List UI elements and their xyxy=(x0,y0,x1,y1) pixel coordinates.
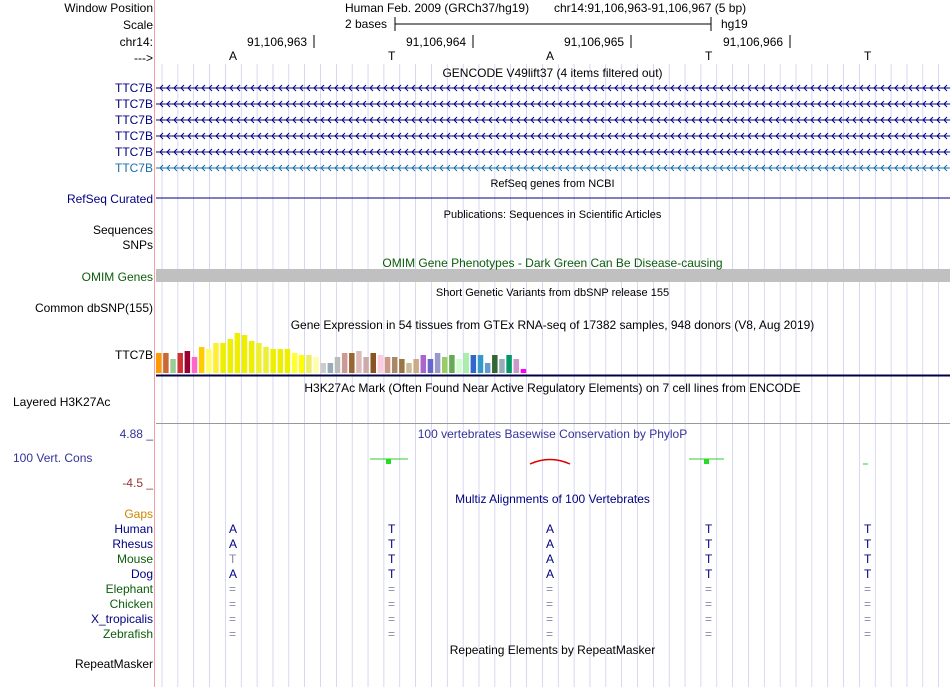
phylop-mark xyxy=(704,459,709,464)
gtex-bar xyxy=(485,363,491,373)
omim-label[interactable]: OMIM Genes xyxy=(81,270,153,284)
alignment-base: T xyxy=(705,537,713,551)
gtex-bar xyxy=(278,349,284,373)
gencode-track-title[interactable]: GENCODE V49lift37 (4 items filtered out) xyxy=(442,66,663,80)
alignment-base: = xyxy=(546,597,554,611)
gtex-bar xyxy=(456,359,462,373)
gtex-bar xyxy=(235,333,241,373)
phylop-mark xyxy=(530,460,570,465)
alignment-base: = xyxy=(229,597,237,611)
gtex-bar xyxy=(185,351,191,373)
alignment-base: = xyxy=(388,612,396,626)
gtex-bar xyxy=(506,355,512,373)
gtex-bar xyxy=(328,363,334,373)
alignment-base: A xyxy=(546,537,555,551)
alignment-base: = xyxy=(388,582,396,596)
gtex-bar xyxy=(392,357,398,373)
refseq-label[interactable]: RefSeq Curated xyxy=(66,192,153,206)
phylop-track-title[interactable]: 100 vertebrates Basewise Conservation by PhyloP xyxy=(417,427,688,441)
scale-label: Scale xyxy=(122,18,153,32)
alignment-base: = xyxy=(388,627,396,641)
species-label[interactable]: X_tropicalis xyxy=(90,612,153,626)
gtex-bar xyxy=(471,355,477,373)
gtex-bar xyxy=(514,359,520,373)
alignment-base: T xyxy=(864,522,872,536)
gencode-item-label[interactable]: TTC7B xyxy=(114,161,153,175)
alignment-base: = xyxy=(388,597,396,611)
phylop-min: -4.5 _ xyxy=(122,476,153,490)
base-1: A xyxy=(229,49,238,63)
gtex-bar xyxy=(492,355,498,373)
alignment-base: A xyxy=(546,552,555,566)
alignment-base: T xyxy=(705,567,713,581)
gtex-bar xyxy=(292,353,298,373)
alignment-base: = xyxy=(705,582,713,596)
base-2: T xyxy=(388,49,396,63)
gtex-bar xyxy=(449,355,455,373)
gtex-bar xyxy=(199,347,205,373)
gtex-label[interactable]: TTC7B xyxy=(114,348,153,362)
alignment-base: = xyxy=(705,597,713,611)
alignment-base: T xyxy=(864,552,872,566)
gtex-bar xyxy=(192,357,198,373)
scale-text: 2 bases xyxy=(345,17,388,31)
gtex-bar xyxy=(170,359,176,373)
phylop-max: 4.88 _ xyxy=(119,427,153,441)
ruler-pos-1: 91,106,963 xyxy=(247,35,308,49)
gtex-bar xyxy=(213,343,219,373)
gtex-bar xyxy=(349,353,355,373)
alignment-base: = xyxy=(546,612,554,626)
alignment-base: T xyxy=(388,552,396,566)
alignment-base: A xyxy=(229,567,238,581)
base-4: T xyxy=(705,49,713,63)
gtex-bar xyxy=(521,369,527,373)
strand-label: ---> xyxy=(134,51,153,65)
gtex-bar xyxy=(270,349,276,373)
gtex-bar xyxy=(428,359,434,373)
ruler-pos-4: 91,106,966 xyxy=(723,35,784,49)
alignment-base: = xyxy=(864,612,872,626)
position-text: chr14:91,106,963-91,106,967 (5 bp) xyxy=(554,1,747,15)
gtex-bar xyxy=(378,355,384,373)
alignment-base: = xyxy=(864,597,872,611)
gtex-bar xyxy=(363,357,369,373)
species-label[interactable]: Human xyxy=(114,522,153,536)
phylop-label[interactable]: 100 Vert. Cons xyxy=(13,451,93,465)
refseq-track-title[interactable]: RefSeq genes from NCBI xyxy=(490,178,615,190)
gencode-item-label[interactable]: TTC7B xyxy=(114,81,153,95)
gencode-item-label[interactable]: TTC7B xyxy=(114,145,153,159)
h3k27ac-track-title[interactable]: H3K27Ac Mark (Often Found Near Active Regulatory Elements) on 7 cell lines from ENCODE xyxy=(304,381,801,395)
sequences-label[interactable]: Sequences xyxy=(92,223,153,237)
chrom-label: chr14: xyxy=(119,35,153,49)
gtex-bar xyxy=(249,341,255,373)
gtex-bar xyxy=(463,353,469,373)
gtex-bar xyxy=(385,357,391,373)
alignment-base: T xyxy=(864,537,872,551)
alignment-base: = xyxy=(229,582,237,596)
alignment-base: T xyxy=(388,567,396,581)
alignment-base: = xyxy=(864,627,872,641)
gaps-label[interactable]: Gaps xyxy=(124,507,153,521)
alignment-base: = xyxy=(705,612,713,626)
gtex-bar xyxy=(156,353,162,373)
alignment-base: T xyxy=(864,567,872,581)
gtex-bar xyxy=(413,359,419,373)
gtex-bar xyxy=(435,353,441,373)
species-label[interactable]: Dog xyxy=(130,567,153,581)
alignment-base: A xyxy=(546,567,555,581)
gtex-bar xyxy=(335,357,341,373)
gtex-bar xyxy=(228,339,234,373)
phylop-mark xyxy=(386,459,391,464)
gtex-bar xyxy=(499,359,505,373)
gencode-item-label[interactable]: TTC7B xyxy=(114,129,153,143)
multiz-track-title[interactable]: Multiz Alignments of 100 Vertebrates xyxy=(455,492,650,506)
alignment-base: = xyxy=(705,627,713,641)
dbsnp-label[interactable]: Common dbSNP(155) xyxy=(34,301,153,315)
gtex-bar xyxy=(342,353,348,373)
gtex-bar xyxy=(177,353,183,373)
alignment-base: = xyxy=(864,582,872,596)
alignment-base: T xyxy=(229,552,237,566)
alignment-base: A xyxy=(229,522,238,536)
snps-label[interactable]: SNPs xyxy=(122,238,153,252)
alignment-base: = xyxy=(546,582,554,596)
h3k27ac-label[interactable]: Layered H3K27Ac xyxy=(13,395,111,409)
gtex-bar xyxy=(220,343,226,373)
gtex-bar xyxy=(263,347,269,373)
gtex-bar xyxy=(299,355,305,373)
gtex-bar xyxy=(256,343,262,373)
base-5: T xyxy=(864,49,872,63)
alignment-base: T xyxy=(388,537,396,551)
window-position-label: Window Position xyxy=(64,1,153,15)
gtex-bar xyxy=(285,349,291,373)
alignment-base: A xyxy=(229,537,238,551)
gtex-bar xyxy=(406,363,412,373)
gtex-bar xyxy=(442,357,448,373)
species-label[interactable]: Mouse xyxy=(116,552,153,566)
gtex-bar xyxy=(163,353,169,373)
gtex-bar xyxy=(356,351,362,373)
gtex-bar xyxy=(371,353,377,373)
gtex-bar xyxy=(313,357,319,373)
alignment-base: A xyxy=(546,522,555,536)
alignment-base: T xyxy=(705,522,713,536)
species-label[interactable]: Chicken xyxy=(109,597,153,611)
gtex-bar xyxy=(421,355,427,373)
ruler-pos-2: 91,106,964 xyxy=(406,35,467,49)
alignment-base: T xyxy=(705,552,713,566)
omim-track-title[interactable]: OMIM Gene Phenotypes - Dark Green Can Be Disease-causing xyxy=(382,256,723,270)
gencode-item-label[interactable]: TTC7B xyxy=(114,113,153,127)
ruler-pos-3: 91,106,965 xyxy=(564,35,625,49)
gtex-bar xyxy=(206,349,212,373)
repeatmasker-label[interactable]: RepeatMasker xyxy=(74,657,153,671)
alignment-base: T xyxy=(388,522,396,536)
gencode-item-label[interactable]: TTC7B xyxy=(114,97,153,111)
gtex-bar xyxy=(242,335,248,373)
species-label[interactable]: Rhesus xyxy=(112,537,153,551)
gtex-track-title[interactable]: Gene Expression in 54 tissues from GTEx RNA-seq of 17382 samples, 948 donors (V8, Aug 2019) xyxy=(290,318,815,332)
gtex-bar xyxy=(478,355,484,373)
gtex-bar xyxy=(320,363,326,373)
species-label[interactable]: Zebrafish xyxy=(102,627,153,641)
alignment-base: = xyxy=(229,627,237,641)
gtex-bar xyxy=(306,355,312,373)
publications-track-title[interactable]: Publications: Sequences in Scientific Articles xyxy=(443,209,662,221)
species-label[interactable]: Elephant xyxy=(105,582,153,596)
base-3: A xyxy=(546,49,555,63)
omim-bar xyxy=(156,269,950,282)
alignment-base: = xyxy=(229,612,237,626)
scale-db: hg19 xyxy=(721,17,748,31)
assembly-text: Human Feb. 2009 (GRCh37/hg19) xyxy=(345,1,530,15)
dbsnp-track-title[interactable]: Short Genetic Variants from dbSNP release 155 xyxy=(435,287,670,299)
gtex-bar xyxy=(399,359,405,373)
alignment-base: = xyxy=(546,627,554,641)
repeatmasker-track-title[interactable]: Repeating Elements by RepeatMasker xyxy=(449,643,656,657)
